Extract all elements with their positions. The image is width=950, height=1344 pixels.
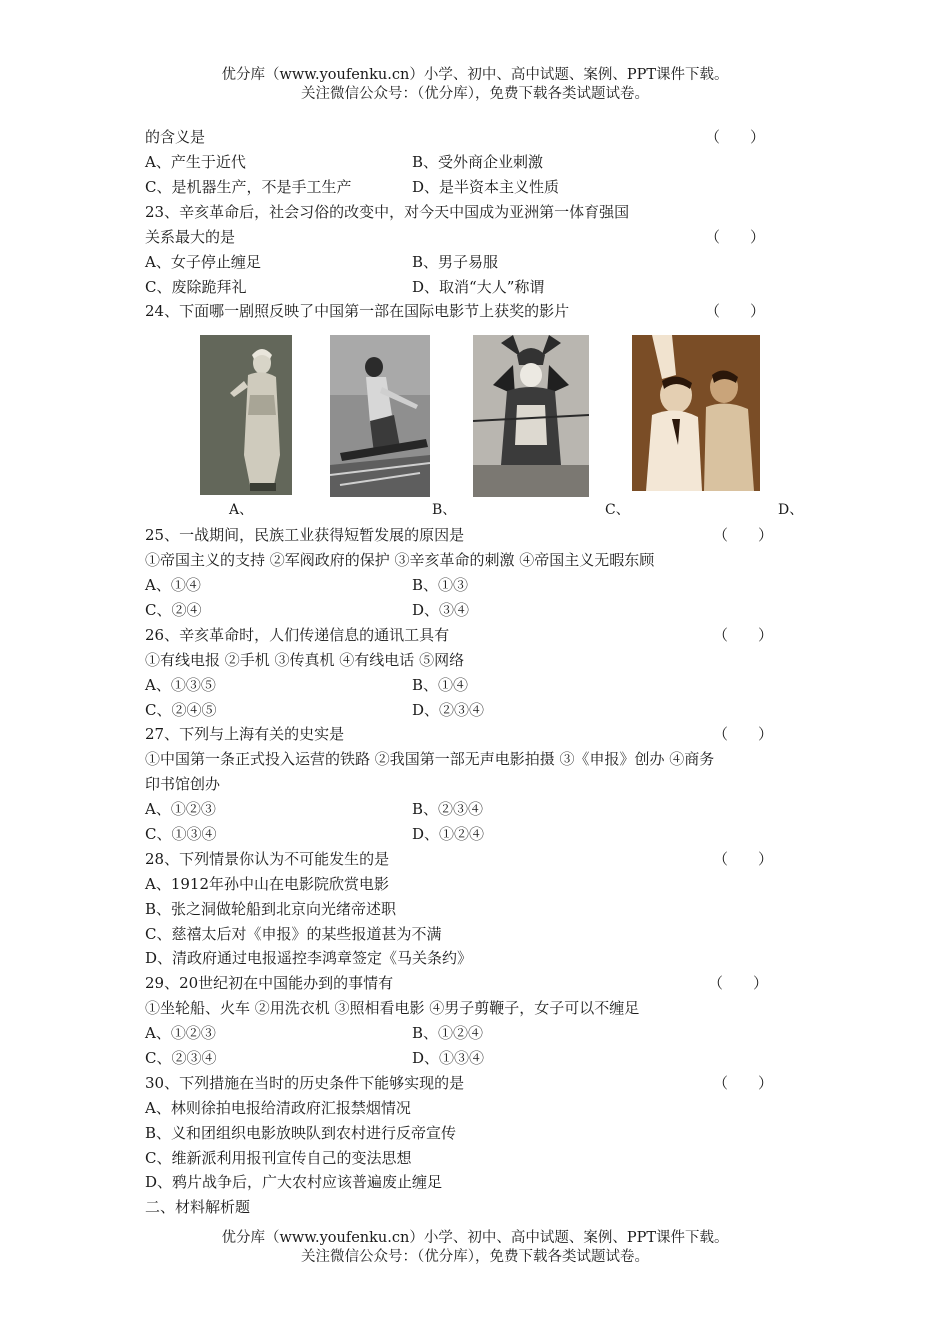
q29-items: ①坐轮船、火车 ②用洗衣机 ③照相看电影 ④男子剪鞭子，女子可以不缠足 (145, 999, 640, 1017)
q28-option-b: B、张之洞做轮船到北京向光绪帝述职 (145, 900, 397, 918)
q25-option-a: A、①④ (145, 576, 201, 594)
header-line-2: 关注微信公众号：（优分库），免费下载各类试题试卷。 (301, 86, 649, 102)
q27-option-d: D、①②④ (412, 825, 485, 843)
q26-stem: 26、辛亥革命时，人们传递信息的通讯工具有 (145, 626, 450, 644)
q30-option-d: D、鸦片战争后，广大农村应该普遍废止缠足 (145, 1173, 443, 1191)
q26-option-b: B、①④ (412, 676, 469, 694)
q25-stem: 25、一战期间，民族工业获得短暂发展的原因是 (145, 526, 465, 544)
q30-option-c: C、维新派利用报刊宣传自己的变法思想 (145, 1149, 412, 1167)
q23-option-c: C、废除跪拜礼 (145, 278, 247, 296)
page-footer (0, 1229, 950, 1267)
q22-option-c: C、是机器生产，不是手工生产 (145, 178, 352, 196)
q22-stem: 的含义是 (145, 128, 206, 146)
q26-option-a: A、①③⑤ (145, 676, 216, 694)
footer-line-1: 优分库（www.youfenku.cn）小学、初中、高中试题、案例、PPT课件下载。 (221, 1230, 729, 1246)
q24-caption-a: A、 (229, 502, 254, 518)
q23-option-a: A、女子停止缠足 (145, 253, 261, 271)
q23-option-b: B、男子易服 (412, 253, 499, 271)
page-header (0, 66, 950, 104)
q24-answer-blank: （ ） (705, 302, 766, 320)
q30-option-b: B、义和团组织电影放映队到农村进行反帝宣传 (145, 1124, 457, 1142)
q22-option-d: D、是半资本主义性质 (412, 178, 560, 196)
q25-option-b: B、①③ (412, 576, 469, 594)
q30-stem: 30、下列措施在当时的历史条件下能够实现的是 (145, 1074, 465, 1092)
photo-a-opera-actress (200, 335, 292, 495)
q26-answer-blank: （ ） (713, 626, 774, 644)
q29-answer-blank: （ ） (708, 974, 769, 992)
q26-option-d: D、②③④ (412, 701, 485, 719)
q27-answer-blank: （ ） (713, 725, 774, 743)
q29-option-c: C、②③④ (145, 1049, 217, 1067)
q24-caption-c: C、 (605, 502, 630, 518)
q26-items: ①有线电报 ②手机 ③传真机 ④有线电话 ⑤网络 (145, 651, 465, 669)
q27-stem: 27、下列与上海有关的史实是 (145, 725, 345, 743)
q29-option-a: A、①②③ (145, 1024, 216, 1042)
q27-items-2: 印书馆创办 (145, 775, 221, 793)
q26-option-c: C、②④⑤ (145, 701, 217, 719)
header-line-1: 优分库（www.youfenku.cn）小学、初中、高中试题、案例、PPT课件下载。 (221, 67, 729, 83)
q28-stem: 28、下列情景你认为不可能发生的是 (145, 850, 390, 868)
q25-answer-blank: （ ） (713, 526, 774, 544)
q27-option-b: B、②③④ (412, 800, 484, 818)
q29-stem: 29、20世纪初在中国能办到的事情有 (145, 974, 394, 992)
q23-stem-2: 关系最大的是 (145, 228, 236, 246)
q23-stem-1: 23、辛亥革命后，社会习俗的改变中，对今天中国成为亚洲第一体育强国 (145, 203, 630, 221)
photo-b-woman-on-boat (330, 335, 430, 497)
q27-items-1: ①中国第一条正式投入运营的铁路 ②我国第一部无声电影拍摄 ③《申报》创办 ④商务 (145, 750, 715, 768)
q25-option-d: D、③④ (412, 601, 470, 619)
q28-option-a: A、1912年孙中山在电影院欣赏电影 (145, 875, 390, 893)
q23-answer-blank: （ ） (705, 228, 766, 246)
q25-items: ①帝国主义的支持 ②军阀政府的保护 ③辛亥革命的刺激 ④帝国主义无暇东顾 (145, 551, 655, 569)
q30-option-a: A、林则徐拍电报给清政府汇报禁烟情况 (145, 1099, 411, 1117)
q22-option-a: A、产生于近代 (145, 153, 246, 171)
q29-option-d: D、①③④ (412, 1049, 485, 1067)
photo-c-opera-warrior (473, 335, 589, 497)
q22-option-b: B、受外商企业刺激 (412, 153, 544, 171)
footer-line-2: 关注微信公众号：（优分库），免费下载各类试题试卷。 (301, 1249, 649, 1265)
q28-option-d: D、清政府通过电报遥控李鸿章签定《马关条约》 (145, 949, 473, 967)
q30-answer-blank: （ ） (713, 1074, 774, 1092)
q24-stem: 24、下面哪一剧照反映了中国第一部在国际电影节上获奖的影片 (145, 302, 570, 320)
section-2-heading: 二、材料解析题 (145, 1198, 251, 1216)
q27-option-c: C、①③④ (145, 825, 217, 843)
q28-option-c: C、慈禧太后对《申报》的某些报道甚为不满 (145, 925, 442, 943)
photo-d-sepia-actors (632, 335, 760, 491)
q24-caption-b: B、 (432, 502, 457, 518)
q28-answer-blank: （ ） (713, 850, 774, 868)
q24-caption-d: D、 (778, 502, 804, 518)
q27-option-a: A、①②③ (145, 800, 216, 818)
q23-option-d: D、取消“大人”称谓 (412, 278, 545, 296)
q29-option-b: B、①②④ (412, 1024, 484, 1042)
q25-option-c: C、②④ (145, 601, 202, 619)
q22-answer-blank: （ ） (705, 128, 766, 146)
